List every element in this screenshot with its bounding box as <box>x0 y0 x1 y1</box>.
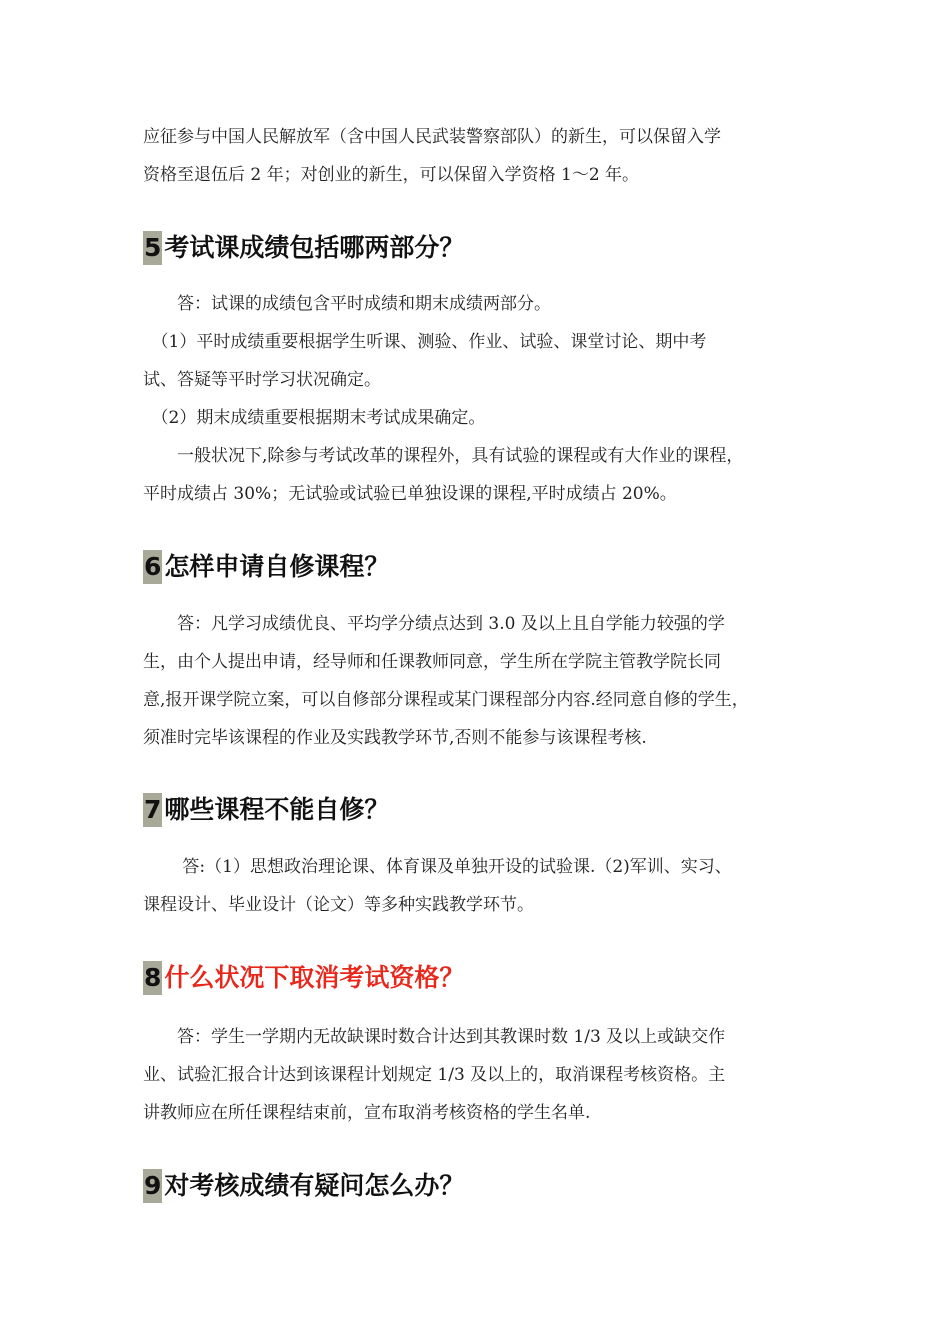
text-line: 资格至退伍后 2 年；对创业的新生，可以保留入学资格 1～2 年。 <box>143 165 640 185</box>
text-line: 平时成绩占 30%；无试验或试验已单独设课的课程,平时成绩占 20%。 <box>143 484 677 504</box>
section-title: 对考核成绩有疑问怎么办？ <box>164 1171 465 1200</box>
section-5-paragraph <box>143 399 819 437</box>
text-line: 答:（1）思想政治理论课、体育课及单独开设的试验课.（2)军训、实习、 <box>143 857 732 877</box>
section-8-paragraph <box>143 1018 819 1132</box>
section-title: 考试课成绩包括哪两部分？ <box>164 233 465 262</box>
section-title: 什么状况下取消考试资格？ <box>164 963 465 992</box>
text-line: 试、答疑等平时学习状况确定。 <box>143 370 381 390</box>
section-6-paragraph <box>143 605 819 757</box>
section-number: 9 <box>143 1169 162 1203</box>
text-line: 讲教师应在所任课程结束前，宣布取消考核资格的学生名单. <box>143 1103 591 1123</box>
text-line: 答：凡学习成绩优良、平均学分绩点达到 3.0 及以上且自学能力较强的学 <box>143 614 725 634</box>
section-5-paragraph <box>143 285 819 323</box>
section-5-paragraph <box>143 437 819 513</box>
section-number: 6 <box>143 550 162 584</box>
text-line: 业、试验汇报合计达到该课程计划规定 1/3 及以上的，取消课程考核资格。主 <box>143 1065 726 1085</box>
text-line: 答：试课的成绩包含平时成绩和期末成绩两部分。 <box>143 294 551 314</box>
section-title: 哪些课程不能自修？ <box>164 795 390 824</box>
text-line: 生，由个人提出申请，经导师和任课教师同意，学生所在学院主管教学院长同 <box>143 652 721 672</box>
section-heading-9 <box>143 1169 464 1203</box>
intro-paragraph <box>143 118 819 194</box>
section-heading-8 <box>143 961 464 995</box>
text-line: 一般状况下,除参与考试改革的课程外，具有试验的课程或有大作业的课程， <box>143 446 744 466</box>
section-heading-7 <box>143 793 389 827</box>
text-line: 须准时完毕该课程的作业及实践教学环节,否则不能参与该课程考核. <box>143 728 647 748</box>
text-line: 应征参与中国人民解放军（含中国人民武装警察部队）的新生，可以保留入学 <box>143 127 721 147</box>
section-heading-5 <box>143 231 464 265</box>
text-line: （1）平时成绩重要根据学生听课、测验、作业、试验、课堂讨论、期中考 <box>143 332 707 352</box>
section-number: 5 <box>143 231 162 265</box>
text-line: （2）期末成绩重要根据期末考试成果确定。 <box>143 408 486 428</box>
section-heading-6 <box>143 550 389 584</box>
section-7-paragraph <box>143 848 819 924</box>
text-line: 答：学生一学期内无故缺课时数合计达到其教课时数 1/3 及以上或缺交作 <box>143 1027 726 1047</box>
text-line: 意,报开课学院立案，可以自修部分课程或某门课程部分内容.经同意自修的学生， <box>143 690 749 710</box>
section-number: 8 <box>143 961 162 995</box>
section-title: 怎样申请自修课程？ <box>164 552 390 581</box>
section-5-paragraph <box>143 323 819 399</box>
section-number: 7 <box>143 793 162 827</box>
text-line: 课程设计、毕业设计（论文）等多种实践教学环节。 <box>143 895 534 915</box>
